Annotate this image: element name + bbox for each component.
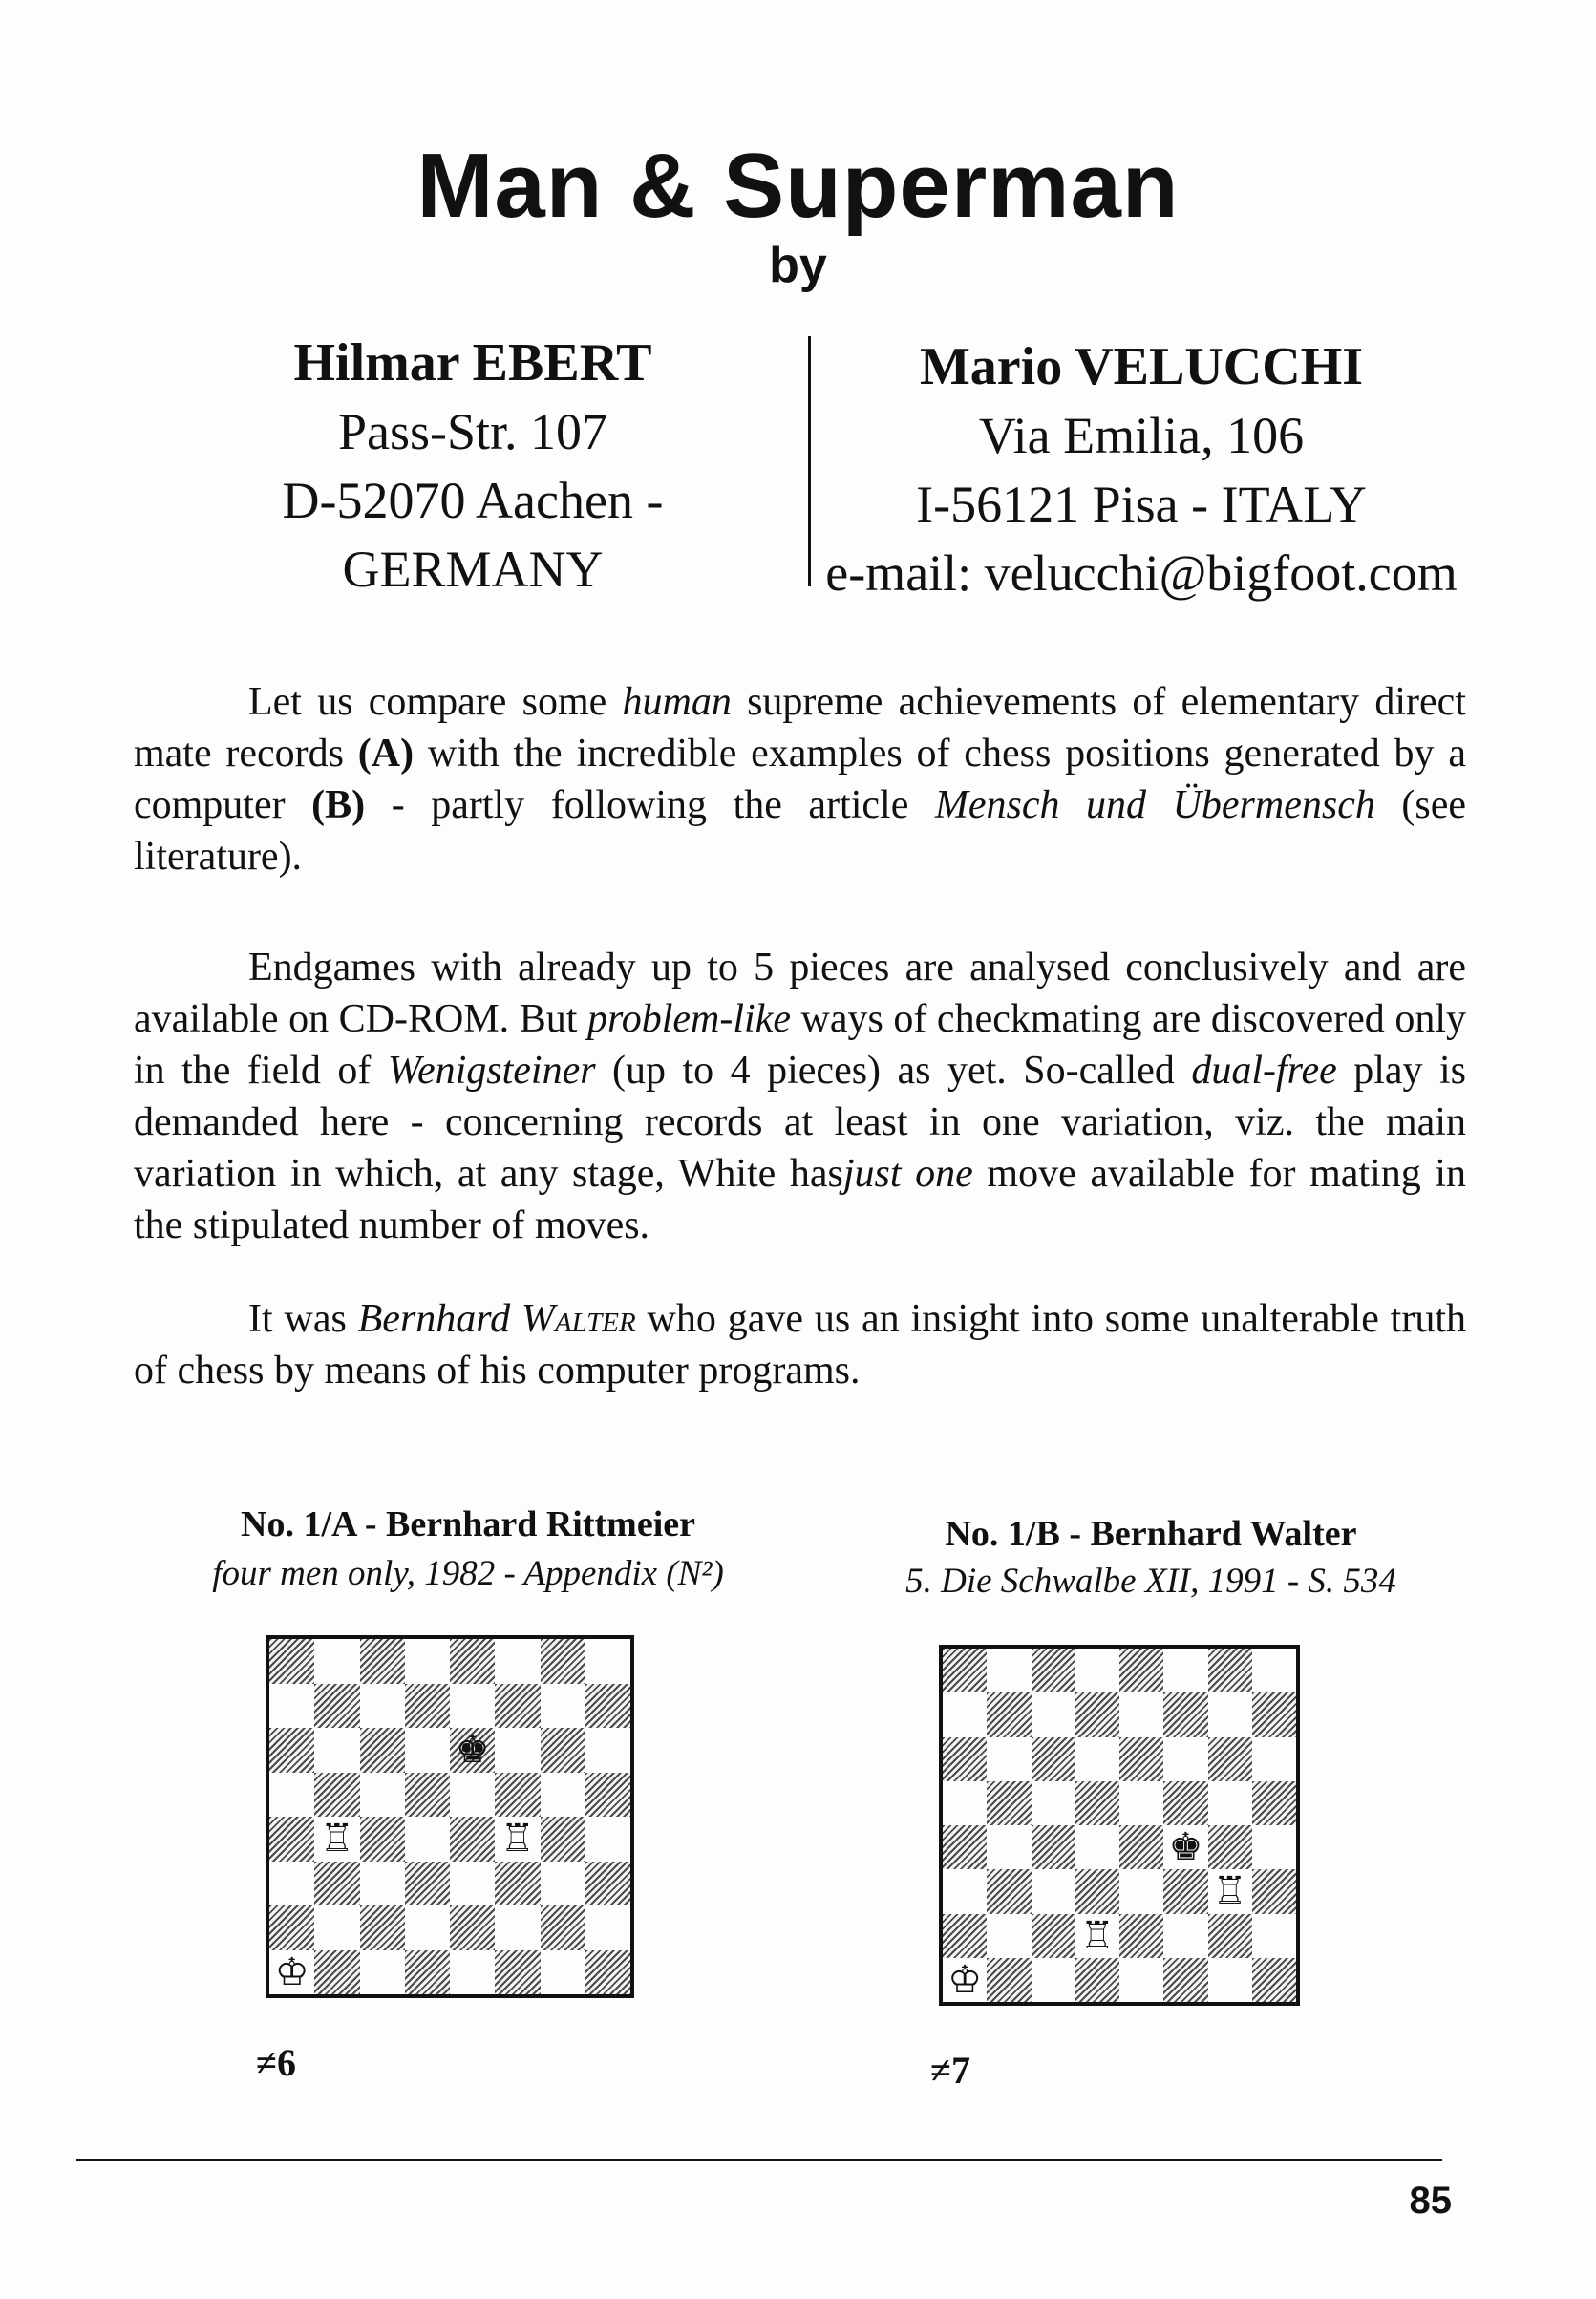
bold-label: (A) bbox=[357, 732, 415, 776]
board-square-c8 bbox=[1032, 1649, 1075, 1692]
board-square-a2 bbox=[943, 1914, 987, 1958]
board-square-h8 bbox=[1252, 1649, 1296, 1692]
board-square-f2 bbox=[1163, 1914, 1207, 1958]
board-square-f6 bbox=[1163, 1737, 1207, 1781]
board-square-g5 bbox=[541, 1773, 585, 1818]
board-square-c3 bbox=[1032, 1869, 1075, 1913]
diagram-source: 5. Die Schwalbe XII, 1991 - S. 534 bbox=[905, 1562, 1396, 1601]
white-rook-piece: ♖ bbox=[500, 1817, 535, 1862]
board-square-g5 bbox=[1208, 1781, 1252, 1825]
board-square-a2 bbox=[269, 1905, 314, 1950]
board-square-b3 bbox=[314, 1862, 359, 1906]
board-square-f3 bbox=[1163, 1869, 1207, 1913]
board-square-d7 bbox=[1075, 1692, 1119, 1736]
board-square-c4 bbox=[1032, 1825, 1075, 1869]
board-square-c1 bbox=[1032, 1958, 1075, 2002]
board-square-g1 bbox=[541, 1950, 585, 1995]
board-square-h1 bbox=[585, 1950, 630, 1995]
board-square-f2 bbox=[495, 1905, 540, 1950]
board-square-h2 bbox=[1252, 1914, 1296, 1958]
stipulation: ≠6 bbox=[256, 2041, 296, 2084]
text-run: supreme achievements of elementary direct mate records bbox=[134, 680, 1466, 776]
board-square-b7 bbox=[987, 1692, 1031, 1736]
text-run: Endgames with already up to 5 pieces are analysed conclusively and are available on CD-ROM. But bbox=[134, 946, 1466, 1041]
board-square-d6 bbox=[1075, 1737, 1119, 1781]
board-square-e5 bbox=[450, 1773, 495, 1818]
board-square-c4 bbox=[360, 1817, 405, 1862]
board-square-d4 bbox=[1075, 1825, 1119, 1869]
board-square-c5 bbox=[360, 1773, 405, 1818]
emphasis: human bbox=[622, 680, 732, 724]
board-square-f3 bbox=[495, 1862, 540, 1906]
text-run: with the incredible examples of chess positions generated by a computer bbox=[134, 732, 1466, 827]
board-square-g6 bbox=[1208, 1737, 1252, 1781]
white-rook-piece: ♖ bbox=[1212, 1869, 1247, 1914]
diagram-title: No. 1/B - Bernhard Walter bbox=[945, 1514, 1357, 1554]
board-square-f1 bbox=[1163, 1958, 1207, 2002]
board-square-a5 bbox=[943, 1781, 987, 1825]
board-square-c3 bbox=[360, 1862, 405, 1906]
white-king-piece: ♔ bbox=[274, 1949, 309, 1994]
chessboard-wrapper bbox=[266, 1635, 634, 1998]
board-square-b1 bbox=[314, 1950, 359, 1995]
board-square-d1 bbox=[405, 1950, 450, 1995]
board-square-b5 bbox=[314, 1773, 359, 1818]
text-run: who gave us an insight into some unalterable truth of chess by means of his computer programs. bbox=[134, 1297, 1466, 1393]
author-address-line: I-56121 Pisa - ITALY bbox=[916, 476, 1367, 533]
board-square-e6 bbox=[450, 1728, 495, 1773]
board-square-c2 bbox=[1032, 1914, 1075, 1958]
board-square-a8 bbox=[943, 1649, 987, 1692]
board-square-h6 bbox=[1252, 1737, 1296, 1781]
board-square-h5 bbox=[1252, 1781, 1296, 1825]
board-square-f1 bbox=[495, 1950, 540, 1995]
chessboard bbox=[266, 1635, 634, 1998]
black-king-piece: ♚ bbox=[1168, 1825, 1203, 1870]
board-square-e8 bbox=[450, 1639, 495, 1684]
emphasis: dual-free bbox=[1191, 1049, 1337, 1093]
board-square-f5 bbox=[495, 1773, 540, 1818]
board-square-d5 bbox=[405, 1773, 450, 1818]
board-square-h3 bbox=[1252, 1869, 1296, 1913]
text-run: ways of checkmating are discovered only in the field of bbox=[134, 997, 1466, 1093]
author-email: e-mail: velucchi@bigfoot.com bbox=[825, 544, 1458, 602]
board-square-g1 bbox=[1208, 1958, 1252, 2002]
board-square-g7 bbox=[1208, 1692, 1252, 1736]
board-square-e7 bbox=[1119, 1692, 1163, 1736]
board-square-d2 bbox=[405, 1905, 450, 1950]
board-square-f6 bbox=[495, 1728, 540, 1773]
board-square-f7 bbox=[495, 1684, 540, 1729]
board-square-h1 bbox=[1252, 1958, 1296, 2002]
emphasis: Wenigsteiner bbox=[387, 1049, 596, 1093]
page-number: 85 bbox=[1409, 2180, 1452, 2222]
board-square-b5 bbox=[987, 1781, 1031, 1825]
board-square-f7 bbox=[1163, 1692, 1207, 1736]
author-address-line: D-52070 Aachen - bbox=[282, 472, 664, 529]
board-square-f4 bbox=[495, 1817, 540, 1862]
board-square-f4 bbox=[1163, 1825, 1207, 1869]
board-square-c7 bbox=[1032, 1692, 1075, 1736]
board-square-h8 bbox=[585, 1639, 630, 1684]
board-square-c7 bbox=[360, 1684, 405, 1729]
text-run: (see literature). bbox=[134, 783, 1467, 879]
text-run: play is demanded here - concerning records at least in one variation, viz. the main variation in which, at any stage, White has bbox=[134, 1049, 1466, 1196]
board-square-d8 bbox=[1075, 1649, 1119, 1692]
board-square-f8 bbox=[1163, 1649, 1207, 1692]
board-square-b4 bbox=[987, 1825, 1031, 1869]
bold-label: (B) bbox=[311, 783, 366, 827]
board-square-h2 bbox=[585, 1905, 630, 1950]
board-square-h3 bbox=[585, 1862, 630, 1906]
board-square-e1 bbox=[450, 1950, 495, 1995]
board-square-h7 bbox=[1252, 1692, 1296, 1736]
text-run: (up to 4 pieces) as yet. So-called bbox=[595, 1049, 1192, 1093]
board-square-g3 bbox=[1208, 1869, 1252, 1913]
chessboard bbox=[939, 1645, 1300, 2006]
board-square-b4 bbox=[314, 1817, 359, 1862]
board-square-a1 bbox=[269, 1950, 314, 1995]
board-square-a8 bbox=[269, 1639, 314, 1684]
stipulation: ≠7 bbox=[930, 2049, 970, 2092]
board-square-g2 bbox=[1208, 1914, 1252, 1958]
emphasis: problem-like bbox=[586, 997, 791, 1041]
board-square-b1 bbox=[987, 1958, 1031, 2002]
board-square-d6 bbox=[405, 1728, 450, 1773]
board-square-c1 bbox=[360, 1950, 405, 1995]
board-square-h7 bbox=[585, 1684, 630, 1729]
board-square-h6 bbox=[585, 1728, 630, 1773]
person-surname: Walter bbox=[521, 1297, 636, 1341]
byline: by bbox=[769, 238, 827, 293]
board-square-c6 bbox=[1032, 1737, 1075, 1781]
board-square-b2 bbox=[314, 1905, 359, 1950]
board-square-c2 bbox=[360, 1905, 405, 1950]
board-square-h5 bbox=[585, 1773, 630, 1818]
board-square-b8 bbox=[314, 1639, 359, 1684]
board-square-a6 bbox=[269, 1728, 314, 1773]
white-rook-piece: ♖ bbox=[319, 1817, 354, 1862]
board-square-g7 bbox=[541, 1684, 585, 1729]
board-square-e4 bbox=[1119, 1825, 1163, 1869]
board-square-g3 bbox=[541, 1862, 585, 1906]
board-square-e7 bbox=[450, 1684, 495, 1729]
board-square-d3 bbox=[405, 1862, 450, 1906]
board-square-a1 bbox=[943, 1958, 987, 2002]
board-square-h4 bbox=[1252, 1825, 1296, 1869]
board-square-b8 bbox=[987, 1649, 1031, 1692]
board-square-a4 bbox=[269, 1817, 314, 1862]
board-square-c5 bbox=[1032, 1781, 1075, 1825]
board-square-f8 bbox=[495, 1639, 540, 1684]
author-name: Mario VELUCCHI bbox=[919, 337, 1364, 396]
emphasis: just one bbox=[842, 1152, 973, 1196]
board-square-d2 bbox=[1075, 1914, 1119, 1958]
text-run: - partly following the article bbox=[365, 783, 935, 827]
text-run: move available for mating in the stipulated number of moves. bbox=[134, 1152, 1467, 1247]
board-square-e6 bbox=[1119, 1737, 1163, 1781]
board-square-b2 bbox=[987, 1914, 1031, 1958]
board-square-e3 bbox=[450, 1862, 495, 1906]
board-square-e2 bbox=[1119, 1914, 1163, 1958]
article-title: Man & Superman bbox=[416, 135, 1180, 237]
board-square-e3 bbox=[1119, 1869, 1163, 1913]
board-square-a6 bbox=[943, 1737, 987, 1781]
board-square-b6 bbox=[987, 1737, 1031, 1781]
board-square-g4 bbox=[541, 1817, 585, 1862]
chessboard-wrapper bbox=[939, 1645, 1300, 2006]
author-name: Hilmar EBERT bbox=[293, 333, 652, 393]
author-address-line: Via Emilia, 106 bbox=[978, 407, 1305, 464]
board-square-g2 bbox=[541, 1905, 585, 1950]
board-square-a3 bbox=[269, 1862, 314, 1906]
board-square-g8 bbox=[541, 1639, 585, 1684]
white-rook-piece: ♖ bbox=[1079, 1913, 1115, 1958]
board-square-e2 bbox=[450, 1905, 495, 1950]
board-square-b7 bbox=[314, 1684, 359, 1729]
author-address-line: GERMANY bbox=[342, 541, 604, 598]
board-square-a3 bbox=[943, 1869, 987, 1913]
board-square-d5 bbox=[1075, 1781, 1119, 1825]
board-square-c6 bbox=[360, 1728, 405, 1773]
board-square-f5 bbox=[1163, 1781, 1207, 1825]
board-square-e8 bbox=[1119, 1649, 1163, 1692]
board-square-d8 bbox=[405, 1639, 450, 1684]
white-king-piece: ♔ bbox=[947, 1957, 983, 2002]
board-square-e5 bbox=[1119, 1781, 1163, 1825]
footer-rule bbox=[76, 2159, 1442, 2161]
article-reference: Mensch und Übermensch bbox=[934, 783, 1375, 827]
board-square-d3 bbox=[1075, 1869, 1119, 1913]
board-square-g8 bbox=[1208, 1649, 1252, 1692]
board-square-b6 bbox=[314, 1728, 359, 1773]
board-square-d1 bbox=[1075, 1958, 1119, 2002]
text-run: Let us compare some bbox=[248, 680, 623, 724]
board-square-b3 bbox=[987, 1869, 1031, 1913]
diagram-source: four men only, 1982 - Appendix (N²) bbox=[212, 1554, 724, 1593]
board-square-g6 bbox=[541, 1728, 585, 1773]
board-square-h4 bbox=[585, 1817, 630, 1862]
board-square-a5 bbox=[269, 1773, 314, 1818]
person-name: Bernhard bbox=[357, 1297, 511, 1341]
diagram-title: No. 1/A - Bernhard Rittmeier bbox=[241, 1504, 695, 1544]
board-square-e4 bbox=[450, 1817, 495, 1862]
author-address-line: Pass-Str. 107 bbox=[337, 403, 608, 460]
board-square-e1 bbox=[1119, 1958, 1163, 2002]
board-square-c8 bbox=[360, 1639, 405, 1684]
text-run: It was bbox=[248, 1297, 358, 1341]
board-square-d7 bbox=[405, 1684, 450, 1729]
board-square-g4 bbox=[1208, 1825, 1252, 1869]
board-square-a7 bbox=[269, 1684, 314, 1729]
board-square-a7 bbox=[943, 1692, 987, 1736]
black-king-piece: ♚ bbox=[455, 1728, 490, 1773]
board-square-a4 bbox=[943, 1825, 987, 1869]
board-square-d4 bbox=[405, 1817, 450, 1862]
